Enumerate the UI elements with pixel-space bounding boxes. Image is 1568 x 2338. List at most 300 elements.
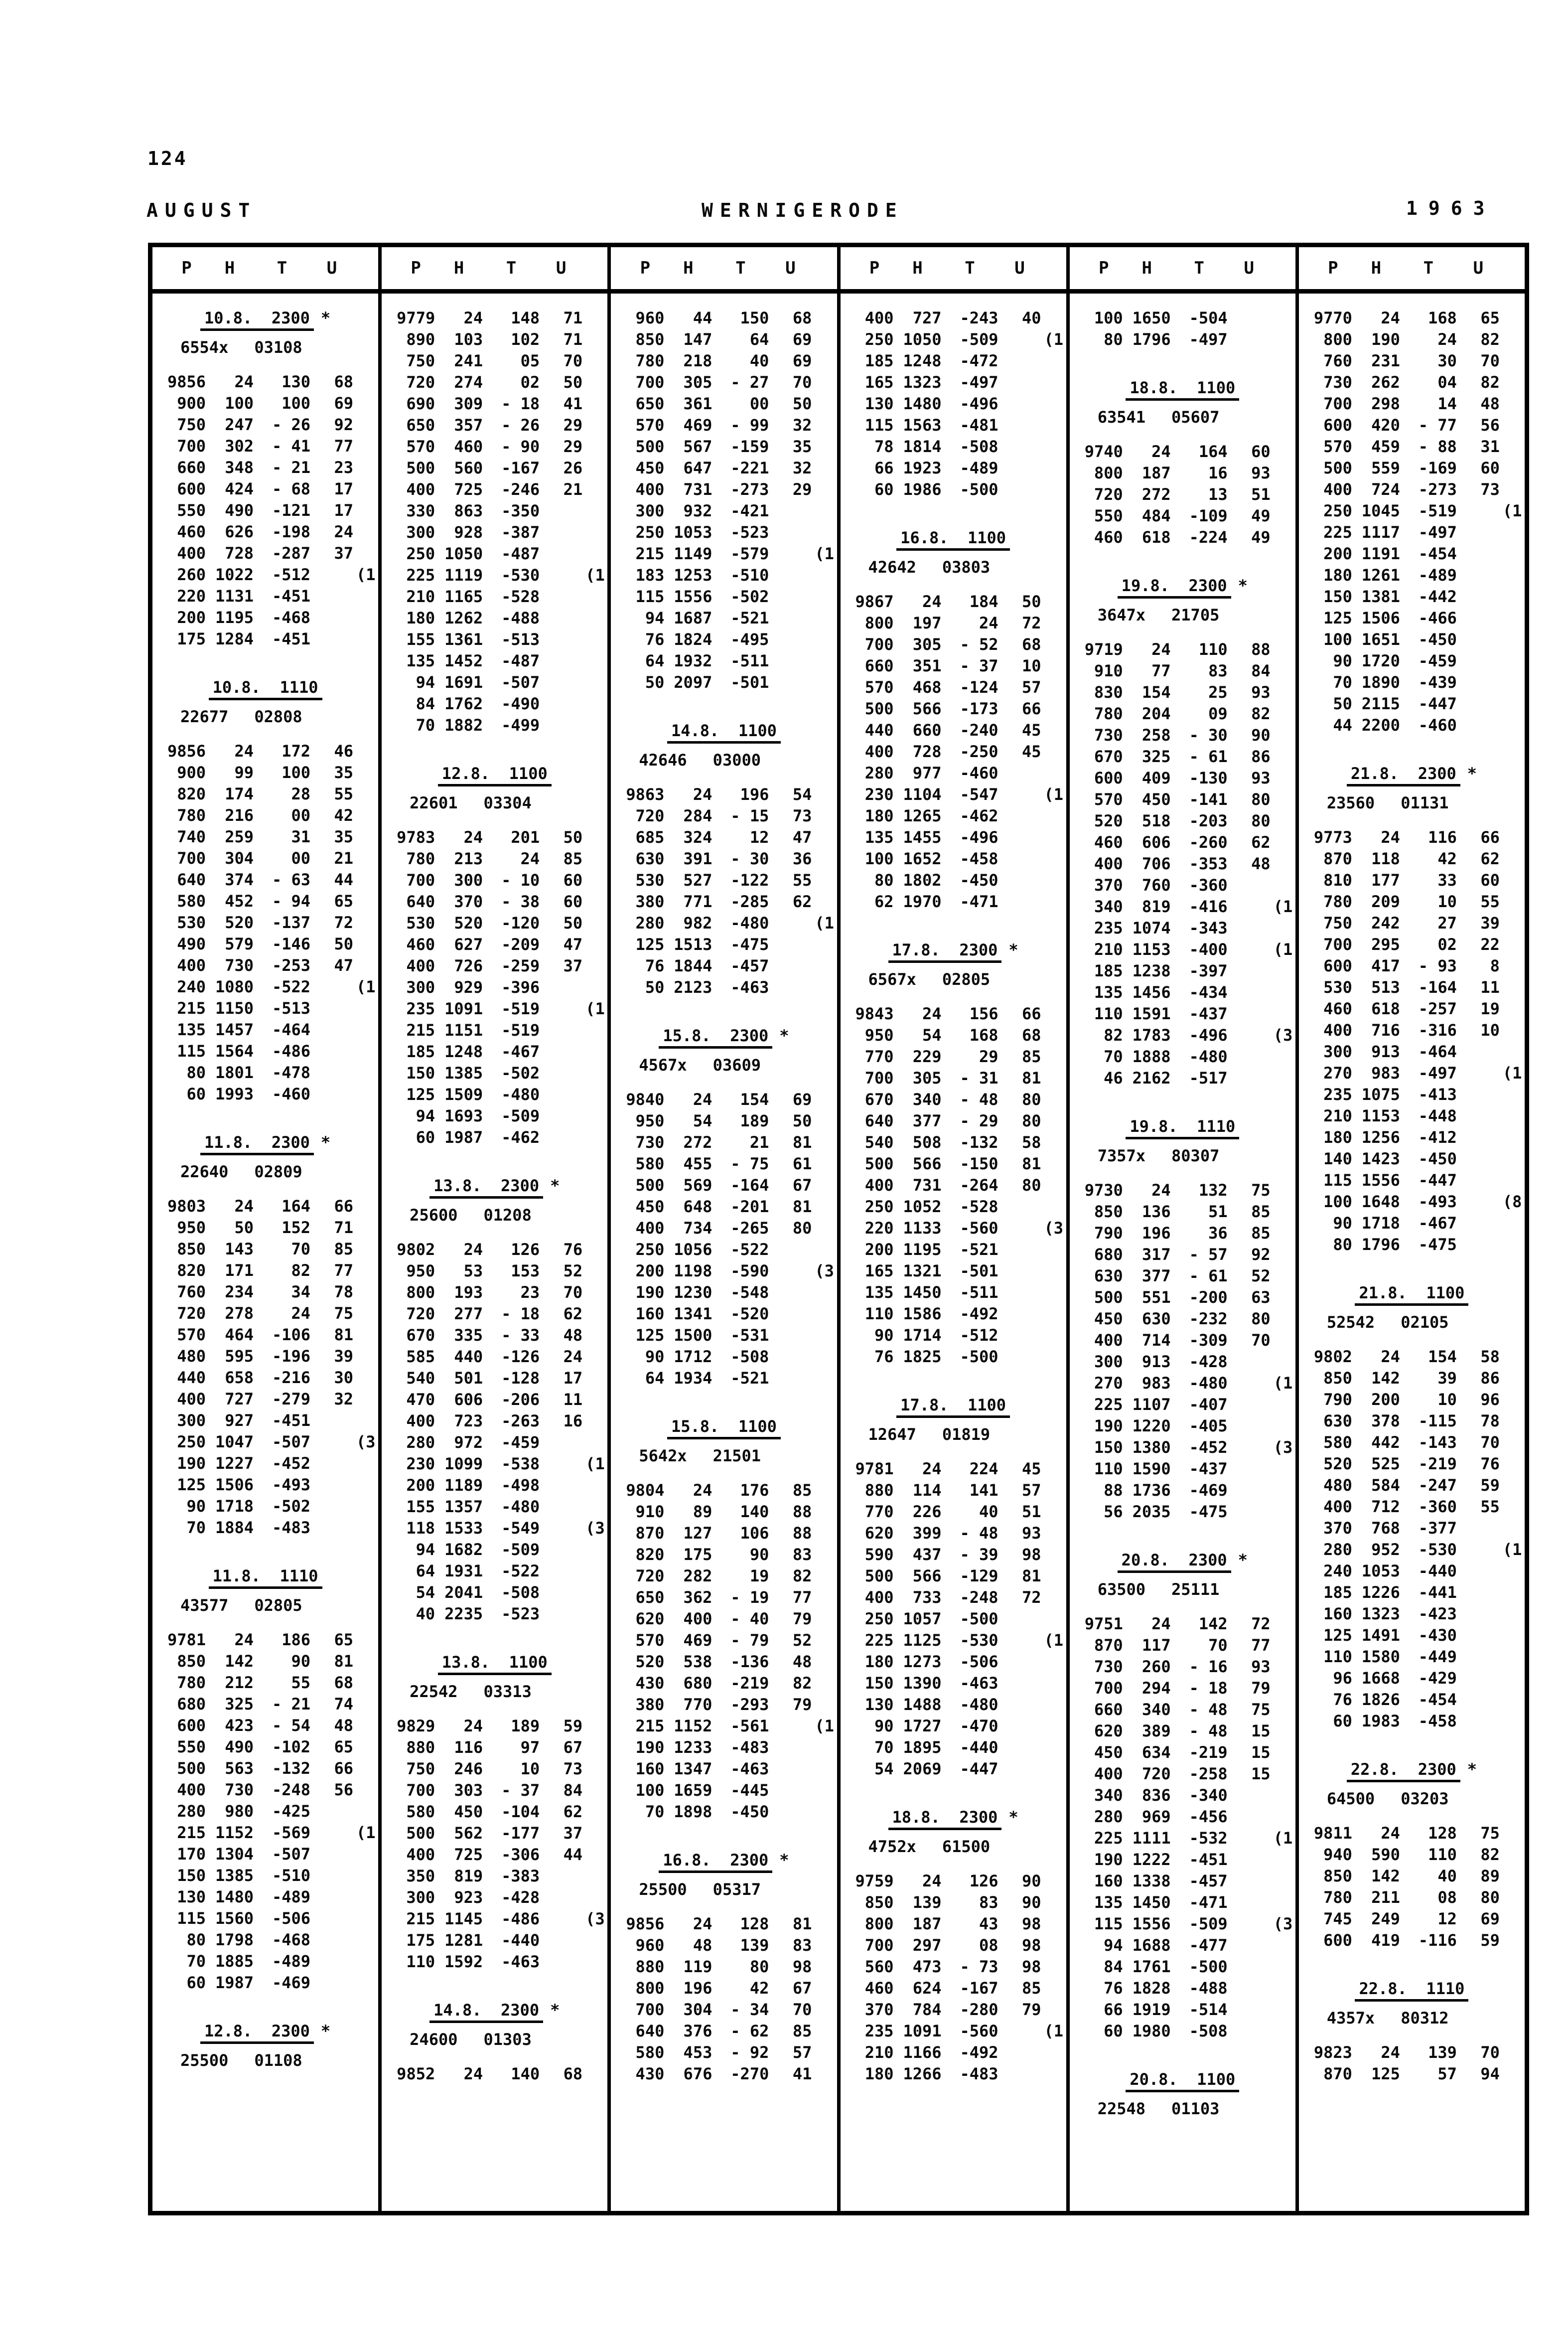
t-value: -531 [730, 1326, 769, 1345]
p-value: 9779 [397, 309, 435, 327]
p-value: 190 [635, 1738, 665, 1757]
u-value [1228, 1025, 1271, 1046]
h-value: 1564 [215, 1042, 254, 1061]
t-value: 83 [979, 1893, 998, 1912]
u-value: 72 [334, 913, 353, 932]
note-flag [353, 1801, 378, 1822]
h-value: 174 [225, 784, 254, 803]
t-value: -106 [272, 1325, 310, 1344]
note-flag [353, 393, 378, 414]
station-id: 02809 [254, 1162, 302, 1181]
t-value: -280 [960, 2000, 998, 2019]
data-row [1070, 1742, 1295, 1763]
u-value [1228, 1501, 1271, 1523]
h-value: 716 [1371, 1021, 1400, 1040]
h-value: 324 [683, 828, 713, 847]
u-value [998, 805, 1041, 827]
data-row [1299, 308, 1525, 329]
p-value: 84 [1104, 1957, 1123, 1976]
data-row [152, 805, 378, 826]
p-value: 300 [406, 978, 435, 997]
h-value: 24 [234, 1630, 254, 1649]
data-row [382, 1582, 607, 1603]
data-row [382, 436, 607, 458]
p-value: 215 [177, 999, 206, 1018]
p-value: 370 [1094, 876, 1123, 895]
note-flag: (1 [815, 544, 834, 563]
data-row [611, 870, 837, 891]
u-value [998, 1694, 1041, 1715]
note-flag [1271, 505, 1295, 527]
u-value: 79 [792, 1609, 812, 1628]
note-flag [812, 1368, 837, 1389]
p-value: 9803 [167, 1197, 206, 1216]
data-row [152, 1431, 378, 1453]
h-value: 1898 [674, 1802, 713, 1821]
t-value: -500 [1189, 1957, 1228, 1976]
p-value: 84 [416, 694, 435, 713]
p-value: 200 [177, 608, 206, 627]
data-row [611, 2021, 837, 2042]
h-value: 1248 [903, 351, 942, 370]
h-value: 272 [1141, 485, 1171, 504]
t-value: - 61 [1189, 1266, 1228, 1285]
station-id-line [1327, 2008, 1525, 2029]
data-row [1299, 848, 1525, 870]
u-value: 75 [1251, 1181, 1271, 1200]
t-value: 31 [291, 827, 310, 846]
data-row [1070, 329, 1295, 350]
p-value: 850 [1094, 1202, 1123, 1221]
data-row [1070, 1373, 1295, 1394]
u-value [1457, 672, 1500, 693]
note-flag [353, 1629, 378, 1651]
note-flag [353, 1474, 378, 1496]
p-value: 800 [1323, 330, 1352, 349]
p-value: 210 [1323, 1106, 1352, 1125]
data-row [1070, 308, 1295, 329]
note-flag [1500, 522, 1525, 543]
data-row [1070, 789, 1295, 810]
note-flag [582, 827, 607, 848]
p-value: 115 [177, 1042, 206, 1061]
p-value: 570 [635, 1631, 665, 1650]
t-value: -500 [960, 1609, 998, 1628]
h-value: 1761 [1132, 1957, 1171, 1976]
date-time-label: 15.8. 1100 [667, 1417, 781, 1439]
note-flag [582, 1539, 607, 1560]
h-value: 348 [225, 458, 254, 477]
date-time-label: 11.8. 2300 [200, 1133, 314, 1155]
p-value: 78 [874, 437, 894, 456]
h-value: 1226 [1361, 1583, 1400, 1602]
data-row [611, 1651, 837, 1673]
data-row [382, 891, 607, 913]
p-value: 280 [635, 914, 665, 933]
asterisk-mark: * [320, 309, 331, 327]
h-value: 520 [225, 913, 254, 932]
note-flag [812, 1175, 837, 1196]
t-value: -561 [730, 1716, 769, 1735]
t-value: 10 [1437, 1390, 1457, 1409]
note-flag [1500, 415, 1525, 436]
h-value: 569 [683, 1176, 713, 1195]
note-flag [1500, 1127, 1525, 1148]
data-row [611, 308, 837, 329]
u-value [310, 1865, 353, 1886]
sounding-block [841, 1807, 1066, 2085]
u-value [1457, 1560, 1500, 1582]
t-value: - 18 [501, 1304, 540, 1323]
data-row [1299, 1368, 1525, 1389]
data-row [152, 1019, 378, 1041]
u-value: 60 [563, 892, 583, 911]
t-value: -483 [272, 1518, 310, 1537]
column-header-label: T [506, 258, 517, 278]
h-value: 1222 [1132, 1850, 1171, 1869]
note-flag [812, 1218, 837, 1239]
u-value: 45 [1021, 721, 1041, 740]
t-value: -493 [1418, 1192, 1457, 1211]
t-value: - 90 [501, 437, 540, 456]
p-value: 660 [1094, 1700, 1123, 1719]
station-id: 03203 [1401, 1789, 1449, 1808]
h-value: 1814 [903, 437, 942, 456]
u-value [998, 1737, 1041, 1758]
data-row [1299, 1432, 1525, 1453]
station-id: 22542 [410, 1682, 458, 1701]
data-row [382, 913, 607, 934]
t-value: 24 [291, 1304, 310, 1323]
h-value: 1591 [1132, 1004, 1171, 1023]
h-value: 760 [1141, 876, 1171, 895]
note-flag [812, 436, 837, 458]
t-value: -498 [501, 1476, 540, 1495]
note-flag [1271, 1308, 1295, 1330]
t-value: -569 [272, 1823, 310, 1842]
data-row [611, 1999, 837, 2021]
u-value [769, 522, 812, 543]
h-value: 464 [225, 1325, 254, 1344]
h-value: 117 [1141, 1636, 1171, 1655]
u-value: 61 [792, 1154, 812, 1173]
note-flag [812, 350, 837, 372]
sounding-block [152, 677, 378, 1105]
p-value: 640 [635, 2022, 665, 2040]
t-value: -508 [1189, 2022, 1228, 2040]
t-value: -450 [1418, 1149, 1457, 1168]
t-value: -502 [272, 1497, 310, 1516]
note-flag [1500, 1213, 1525, 1234]
sounding-block [841, 939, 1066, 1368]
u-value: 32 [792, 416, 812, 435]
h-value: 680 [683, 1674, 713, 1693]
note-flag [1500, 672, 1525, 693]
p-value: 450 [635, 459, 665, 477]
data-row [1070, 810, 1295, 832]
t-value: -469 [1189, 1481, 1228, 1500]
station-id: 03609 [713, 1056, 761, 1075]
note-flag [1500, 891, 1525, 913]
u-value: 70 [1480, 2043, 1500, 2062]
data-row [1299, 827, 1525, 848]
note-flag [812, 672, 837, 693]
t-value: -519 [1418, 501, 1457, 520]
u-value [1228, 1003, 1271, 1025]
h-value: 731 [683, 480, 713, 499]
data-row [611, 1630, 837, 1651]
p-value: 76 [1333, 1690, 1352, 1709]
p-value: 400 [864, 742, 894, 761]
t-value: -456 [1189, 1807, 1228, 1826]
h-value: 1053 [674, 523, 713, 542]
note-flag [1041, 1694, 1066, 1715]
note-flag [1041, 655, 1066, 677]
h-value: 419 [1371, 1931, 1400, 1950]
p-value: 600 [1323, 956, 1352, 975]
u-value: 17 [334, 501, 353, 520]
asterisk-mark: * [1467, 1760, 1477, 1779]
p-value: 400 [864, 1176, 894, 1195]
t-value: - 41 [272, 437, 310, 456]
h-value: 1131 [215, 587, 254, 606]
column-header-label: H [912, 258, 923, 278]
h-value: 660 [912, 721, 942, 740]
station-id: 02805 [254, 1596, 302, 1615]
u-value: 45 [1021, 742, 1041, 761]
t-value: -480 [501, 1085, 540, 1104]
data-row [841, 1523, 1066, 1544]
note-flag [812, 1480, 837, 1501]
u-value [1228, 1415, 1271, 1437]
u-value [998, 1218, 1041, 1239]
u-value: 80 [1021, 1111, 1041, 1130]
u-value: 52 [563, 1261, 583, 1280]
h-value: 450 [454, 1802, 483, 1821]
note-flag [582, 1368, 607, 1389]
data-row [1299, 1170, 1525, 1191]
h-value: 1556 [674, 587, 713, 606]
t-value: -450 [730, 1802, 769, 1821]
note-flag [1041, 1608, 1066, 1630]
h-value: 1381 [1361, 587, 1400, 606]
h-value: 1932 [674, 651, 713, 670]
data-row [841, 1715, 1066, 1737]
p-value: 94 [645, 609, 665, 627]
h-value: 1390 [903, 1674, 942, 1693]
u-value [540, 629, 582, 650]
table-body [152, 294, 1525, 2211]
note-flag: (3 [815, 1261, 834, 1280]
u-value: 69 [1480, 1909, 1500, 1928]
data-row [1299, 415, 1525, 436]
data-row [1070, 1025, 1295, 1046]
t-value: -447 [1418, 694, 1457, 713]
p-value: 670 [406, 1326, 435, 1345]
note-flag [1271, 875, 1295, 896]
u-value: 81 [792, 1133, 812, 1152]
t-value: -466 [1418, 609, 1457, 627]
h-value: 24 [463, 2064, 483, 2083]
p-value: 540 [864, 1133, 894, 1152]
note-flag [812, 1737, 837, 1758]
h-value: 260 [1141, 1657, 1171, 1676]
data-row [611, 891, 837, 913]
h-value: 1796 [1132, 330, 1171, 349]
t-value: 110 [1198, 640, 1228, 659]
h-value: 24 [463, 309, 483, 327]
h-value: 1238 [1132, 961, 1171, 980]
h-value: 213 [454, 849, 483, 868]
h-value: 595 [225, 1347, 254, 1366]
note-flag: (3 [1273, 1438, 1293, 1457]
t-value: -265 [730, 1219, 769, 1238]
station-id-line [410, 792, 607, 814]
data-row [382, 1063, 607, 1084]
h-value: 1986 [903, 480, 942, 499]
note-flag [582, 672, 607, 693]
note-flag [1500, 372, 1525, 393]
u-value: 66 [1021, 699, 1041, 718]
note-flag [1271, 1870, 1295, 1892]
u-value [310, 1019, 353, 1041]
note-flag [812, 1651, 837, 1673]
u-value [1228, 1978, 1271, 1999]
p-value: 210 [1094, 940, 1123, 959]
note-flag [353, 1651, 378, 1672]
t-value: -489 [272, 1887, 310, 1906]
data-row [1299, 715, 1525, 736]
h-value: 154 [1141, 683, 1171, 702]
t-value: -122 [730, 871, 769, 890]
p-value: 720 [635, 806, 665, 825]
note-flag [353, 1908, 378, 1929]
sounding-data-table [148, 243, 1529, 2215]
data-row [382, 1127, 607, 1148]
data-row [382, 586, 607, 608]
p-value: 700 [635, 2000, 665, 2019]
h-value: 1590 [1132, 1459, 1171, 1478]
sounding-block [152, 1565, 378, 1994]
note-flag [1041, 1458, 1066, 1480]
u-value [998, 372, 1041, 393]
note-flag [1271, 1849, 1295, 1870]
p-value: 500 [864, 1566, 894, 1585]
t-value: -279 [272, 1390, 310, 1408]
u-value [310, 1041, 353, 1062]
h-value: 340 [912, 1090, 942, 1109]
note-flag [582, 608, 607, 629]
station-id: 01103 [1171, 2099, 1220, 2118]
t-value: -115 [1418, 1411, 1457, 1430]
p-value: 400 [1323, 480, 1352, 499]
u-value [769, 650, 812, 672]
h-value: 977 [912, 764, 942, 782]
t-value: 08 [979, 1936, 998, 1955]
u-value: 8 [1490, 956, 1500, 975]
p-value: 630 [1323, 1411, 1352, 1430]
p-value: 730 [1094, 726, 1123, 745]
h-value: 1119 [444, 566, 483, 585]
p-value: 400 [635, 1219, 665, 1238]
h-value: 119 [683, 1957, 713, 1976]
block-date-header [382, 1175, 607, 1197]
data-row [1070, 1201, 1295, 1223]
p-value: 250 [1323, 501, 1352, 520]
u-value [1457, 500, 1500, 522]
data-row [611, 329, 837, 350]
p-value: 100 [635, 1781, 665, 1800]
u-value [769, 500, 812, 522]
data-row [1299, 1389, 1525, 1410]
data-row [1070, 853, 1295, 875]
h-value: 1888 [1132, 1047, 1171, 1066]
data-row [1299, 372, 1525, 393]
note-flag [353, 762, 378, 783]
t-value: -437 [1189, 1459, 1228, 1478]
t-value: -522 [730, 1240, 769, 1259]
u-value: 89 [1480, 1867, 1500, 1885]
sounding-block [611, 308, 837, 693]
p-value: 150 [1094, 1438, 1123, 1457]
h-value: 1052 [903, 1197, 942, 1216]
note-flag [1271, 1613, 1295, 1635]
u-value: 56 [334, 1780, 353, 1799]
block-date-header [152, 308, 378, 329]
h-value: 175 [683, 1545, 713, 1564]
data-column-6 [1299, 294, 1525, 2211]
data-row [1070, 832, 1295, 853]
note-flag [1041, 479, 1066, 500]
p-value: 460 [177, 522, 206, 541]
station-id: 6567x [868, 970, 916, 989]
data-row [611, 1175, 837, 1196]
p-value: 950 [177, 1218, 206, 1237]
t-value: 02 [520, 373, 540, 392]
h-value: 325 [1141, 747, 1171, 766]
data-row [1299, 393, 1525, 415]
note-flag [812, 608, 837, 629]
note-flag [812, 393, 837, 415]
t-value: -590 [730, 1261, 769, 1280]
t-value: -306 [501, 1845, 540, 1864]
p-value: 460 [406, 935, 435, 954]
p-value: 620 [635, 1609, 665, 1628]
h-value: 728 [225, 544, 254, 563]
note-flag [582, 934, 607, 955]
u-value: 77 [334, 437, 353, 456]
u-value [1228, 1785, 1271, 1806]
t-value: -508 [501, 1583, 540, 1602]
t-value: 128 [1428, 1824, 1457, 1843]
note-flag [1041, 1501, 1066, 1523]
sounding-block [152, 1132, 378, 1539]
u-value [769, 1801, 812, 1823]
note-flag [812, 500, 837, 522]
sounding-block [382, 763, 607, 1148]
note-flag [353, 1453, 378, 1474]
u-value [540, 1887, 582, 1908]
data-row [1299, 891, 1525, 913]
h-value: 1385 [444, 1064, 483, 1083]
h-value: 361 [683, 394, 713, 413]
p-value: 185 [1323, 1583, 1352, 1602]
p-value: 680 [1094, 1245, 1123, 1264]
date-time-label: 11.8. 1110 [209, 1566, 322, 1589]
u-value: 60 [563, 871, 583, 890]
t-value: -309 [1189, 1331, 1228, 1350]
note-flag [1271, 703, 1295, 725]
